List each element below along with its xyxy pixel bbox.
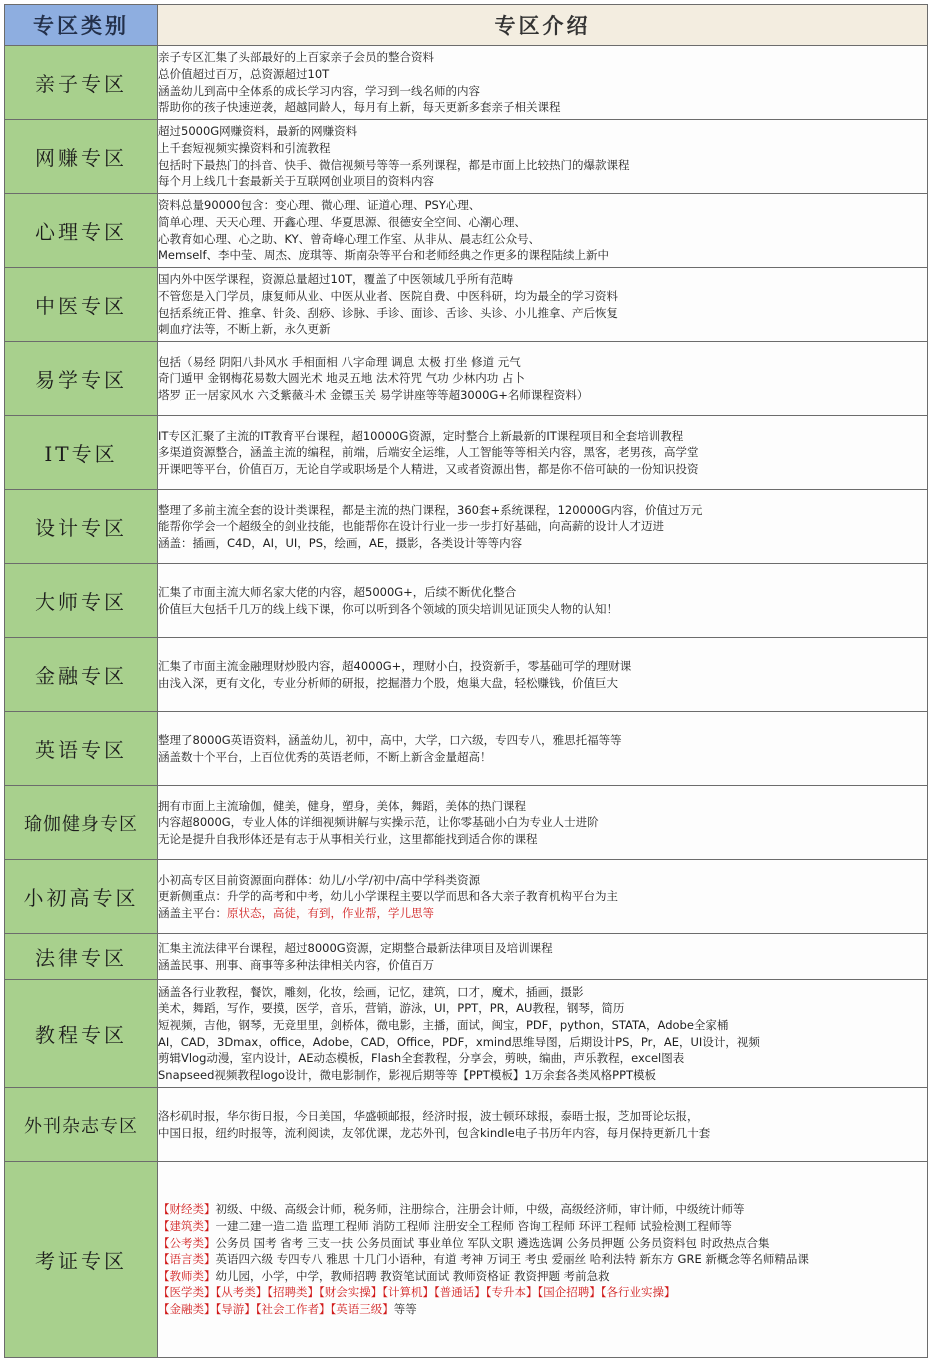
- platform-prefix: 涵盖主平台：: [158, 905, 227, 920]
- zone-category: 大师专区: [5, 564, 158, 638]
- description-line: 奇门遁甲 金钢梅花易数大圆光术 地灵五地 法术符咒 气功 少林内功 占卜: [158, 371, 525, 386]
- description-line: 短视频，吉他，钢琴，无竞里里，剑桥体，微电影，主播，面试，闽宝，PDF，python，STATA，Adobe全家桶: [158, 1017, 729, 1032]
- exam-category-line: [158, 1251, 927, 1268]
- description-line: 总价值超过百万，总资源超过10T: [158, 66, 330, 81]
- description-line: 小初高专区目前资源面向群体：幼儿/小学/初中/高中学科类资源: [158, 872, 481, 887]
- table-row: [5, 712, 928, 786]
- exam-category-line: [158, 1201, 927, 1218]
- description-line: 涵盖各行业教程，餐饮，雕刻，化妆，绘画，记忆，建筑，口才，魔术，插画，摄影: [158, 984, 584, 999]
- exam-category-line: [158, 1268, 927, 1285]
- description-line: 简单心理、天天心理、开鑫心理、华夏思源、很德安全空间、心潮心理、: [158, 214, 526, 229]
- exam-category-line: [158, 1218, 927, 1235]
- table-row: [5, 786, 928, 860]
- exam-category-tag: 【医学类】【从考类】【招聘类】【财会实操】【计算机】【普通话】【专升本】【国企招聘】【各行业实操】: [158, 1285, 676, 1300]
- exam-category-tag: 【公考类】: [158, 1235, 216, 1250]
- description-line: 整理了8000G英语资料，涵盖幼儿，初中，高中，大学，口六级，专四专八，雅思托福等等: [158, 732, 622, 747]
- description-line: 更新侧重点：升学的高考和中考，幼儿小学课程主要以学而思和各大亲子教育机构平台为主: [158, 889, 618, 904]
- description-line: 包括（易经 阴阳八卦风水 手相面相 八字命理 调息 太极 打坐 修道 元气: [158, 354, 521, 369]
- zone-description: [158, 786, 928, 860]
- description-line: 涵盖数十个平台，上百位优秀的英语老师，不断上新含金量超高！: [158, 749, 492, 764]
- description-line: 多渠道资源整合，涵盖主流的编程，前端，后端安全运维，人工智能等等相关内容，黑客，老男孩，高学堂: [158, 445, 699, 460]
- zone-description: [158, 712, 928, 786]
- table-row: [5, 860, 928, 934]
- description-line: 开课吧等平台，价值百万，无论自学或职场是个人精进，又或者资源出售，都是你不倍可缺的一份知识投资: [158, 461, 699, 476]
- zone-category: 考证专区: [5, 1162, 158, 1358]
- zone-category: 外刊杂志专区: [5, 1088, 158, 1162]
- description-line: 包括时下最热门的抖音、快手、微信视频号等等一系列课程，都是市面上比较热门的爆款课程: [158, 157, 630, 172]
- table-row: [5, 194, 928, 268]
- description-line: 拥有市面上主流瑜伽，健美，健身，塑身，美体，舞蹈，美体的热门课程: [158, 798, 526, 813]
- zone-description: [158, 638, 928, 712]
- zone-description: [158, 268, 928, 342]
- zone-category: 中医专区: [5, 268, 158, 342]
- description-line: 无论是提升自我形体还是有志于从事相关行业，这里都能找到适合你的课程: [158, 831, 538, 846]
- zone-description: [158, 1162, 928, 1358]
- zone-category: 英语专区: [5, 712, 158, 786]
- table-row: [5, 268, 928, 342]
- description-line: 内容超8000G，专业人体的详细视频讲解与实操示范，让你零基础小白为专业人士进阶: [158, 815, 599, 830]
- table-row: [5, 980, 928, 1088]
- exam-category-detail: 公务员 国考 省考 三支一扶 公务员面试 事业单位 军队文职 遴选选调 公务员押题 公务员资料包 时政热点合集: [215, 1235, 770, 1250]
- table-row: [5, 490, 928, 564]
- description-line: 不管您是入门学员，康复师从业、中医从业者、医院自费、中医科研，均为最全的学习资料: [158, 288, 618, 303]
- description-line: Snapseed视频教程logo设计，微电影制作，影视后期等等【PPT模板】1万余套各类风格PPT模板: [158, 1067, 657, 1082]
- exam-category-tag: 【建筑类】: [158, 1219, 216, 1234]
- description-line: Memself、李中莹、周杰、庞琪等、斯南杂等平台和老师经典之作更多的课程陆续上新中: [158, 248, 610, 263]
- zones-table: [4, 4, 928, 1358]
- zone-description: [158, 194, 928, 268]
- description-line: 涵盖：插画，C4D，AI，UI，PS，绘画，AE，摄影，各类设计等等内容: [158, 535, 523, 550]
- description-line: 超过5000G网赚资料，最新的网赚资料: [158, 124, 358, 139]
- header-intro: 专区介绍: [158, 5, 928, 46]
- table-row: [5, 342, 928, 416]
- exam-category-tag: 【财经类】: [158, 1202, 216, 1217]
- zone-description: [158, 1088, 928, 1162]
- exam-category-detail: 英语四六级 专四专八 雅思 十几门小语种，有道 考神 万词王 考虫 爱丽丝 哈利法特 新东方 GRE 新概念等名师精品课: [215, 1252, 809, 1267]
- description-line: 汇集了市面主流金融理财炒股内容，超4000G+，理财小白，投资新手，零基础可学的理财课: [158, 658, 632, 673]
- zone-category: IT专区: [5, 416, 158, 490]
- zone-description: [158, 934, 928, 980]
- zone-category: 瑜伽健身专区: [5, 786, 158, 860]
- zone-description: [158, 980, 928, 1088]
- table-row: [5, 638, 928, 712]
- zone-description: [158, 342, 928, 416]
- zone-category: 网赚专区: [5, 120, 158, 194]
- description-line: 整理了多前主流全套的设计类课程，都是主流的热门课程，360套+系统课程，120000G内容，价值过万元: [158, 502, 703, 517]
- table-row: [5, 120, 928, 194]
- description-line: 美术，舞蹈，写作，要摸，医学，音乐，营销，游泳，UI，PPT，PR，AU教程，钢琴，简历: [158, 1001, 625, 1016]
- description-line: 塔罗 正一居家风水 六爻紫薇斗术 金镖玉关 易学讲座等等超3000G+名师课程资料）: [158, 387, 589, 402]
- table-row: [5, 46, 928, 120]
- description-line: 中国日报，纽约时报等，流利阅读，友邻优课，龙芯外刊，包含kindle电子书历年内容，每月保持更新几十套: [158, 1125, 711, 1140]
- description-line: AI，CAD，3Dmax，office，Adobe，CAD，Office，PDF，xmind思维导图，后期设计PS，Pr，AE，UI设计，视频: [158, 1034, 760, 1049]
- description-line: 涵盖幼儿到高中全体系的成长学习内容，学习到一线名师的内容: [158, 83, 480, 98]
- exam-category-tag: 【金融类】【导游】【社会工作者】【英语三级】: [158, 1301, 394, 1316]
- description-line: 由浅入深，更有文化，专业分析师的研报，挖掘潜力个股，炮巢大盘，轻松赚钱，价值巨大: [158, 675, 618, 690]
- exam-category-line: [158, 1301, 927, 1318]
- description-line: [158, 905, 927, 922]
- zones-page: [4, 4, 928, 1358]
- zone-category: 亲子专区: [5, 46, 158, 120]
- exam-category-tag: 【语言类】: [158, 1252, 216, 1267]
- exam-category-line: [158, 1235, 927, 1252]
- zone-category: 设计专区: [5, 490, 158, 564]
- zones-body: [5, 46, 928, 1358]
- exam-category-tag: 【教师类】: [158, 1268, 216, 1283]
- zone-category: 心理专区: [5, 194, 158, 268]
- description-line: 汇集主流法律平台课程，超过8000G资源，定期整合最新法律项目及培训课程: [158, 940, 553, 955]
- zone-description: [158, 120, 928, 194]
- description-line: 能帮你学会一个超级全的剑业技能，也能帮你在设计行业一步一步打好基础，向高薪的设计人才迈进: [158, 519, 664, 534]
- zone-category: 易学专区: [5, 342, 158, 416]
- exam-category-line: [158, 1284, 927, 1301]
- exam-category-detail: 一建二建一造二造 监理工程师 消防工程师 注册安全工程师 咨询工程师 环评工程师 试验检测工程师等: [215, 1219, 732, 1234]
- description-line: 资料总量90000包含：变心理、微心理、证道心理、PSY心理、: [158, 198, 481, 213]
- description-line: 刺血疗法等，不断上新，永久更新: [158, 322, 331, 337]
- zone-description: [158, 46, 928, 120]
- zone-description: [158, 416, 928, 490]
- zone-category: 小初高专区: [5, 860, 158, 934]
- zone-description: [158, 490, 928, 564]
- exam-category-detail: 幼儿园，小学，中学，教师招聘 教资笔试面试 教师资格证 教资押题 考前急救: [215, 1268, 610, 1283]
- exam-category-detail: 等等: [393, 1301, 417, 1316]
- zone-category: 金融专区: [5, 638, 158, 712]
- zone-description: [158, 564, 928, 638]
- table-header-row: [5, 5, 928, 46]
- description-line: 亲子专区汇集了头部最好的上百家亲子会员的整合资料: [158, 50, 434, 65]
- table-row: [5, 1088, 928, 1162]
- platform-highlight: 原状态，高徒，有到，作业帮，学儿思等: [227, 905, 434, 920]
- exam-category-detail: 初级、中级、高级会计师，税务师，注册综合，注册会计师，中级，高级经济师，审计师，中级统计师等: [215, 1202, 745, 1217]
- description-line: IT专区汇聚了主流的IT教育平台课程，超10000G资源，定时整合上新最新的IT课程项目和全套培训教程: [158, 428, 684, 443]
- zone-category: 教程专区: [5, 980, 158, 1088]
- description-line: 包括系统正骨、推拿、针灸、刮痧、诊脉、手诊、面诊、舌诊、头诊、小儿推拿、产后恢复: [158, 305, 618, 320]
- zone-description: [158, 860, 928, 934]
- description-line: 涵盖民事、刑事、商事等多种法律相关内容，价值百万: [158, 957, 434, 972]
- description-line: 价值巨大包括千几万的线上线下课，你可以听到各个领域的顶尖培训见证顶尖人物的认知！: [158, 601, 618, 616]
- description-line: 洛杉矶时报，华尔街日报，今日美国，华盛顿邮报，经济时报，波士顿环球报，泰晤士报，芝加哥论坛报，: [158, 1108, 699, 1123]
- header-category: 专区类别: [5, 5, 158, 46]
- description-line: 帮助你的孩子快速逆袭，超越同龄人，每月有上新，每天更新多套亲子相关课程: [158, 100, 561, 115]
- description-line: 上千套短视频实操资料和引流教程: [158, 140, 331, 155]
- description-line: 汇集了市面主流大师名家大佬的内容，超5000G+，后续不断优化整合: [158, 584, 517, 599]
- zone-category: 法律专区: [5, 934, 158, 980]
- table-row: [5, 416, 928, 490]
- description-line: 心教育如心理、心之助、KY、曾奇峰心理工作室、从非从、晨志红公众号、: [158, 231, 541, 246]
- table-row: [5, 564, 928, 638]
- description-line: 每个月上线几十套最新关于互联网创业项目的资料内容: [158, 174, 434, 189]
- table-row: [5, 1162, 928, 1358]
- description-line: 剪辑Vlog动漫，室内设计，AE动态模板，Flash全套教程，分享会，剪映，编曲，声乐教程，excel图表: [158, 1051, 685, 1066]
- table-row: [5, 934, 928, 980]
- description-line: 国内外中医学课程，资源总量超过10T，覆盖了中医领域几乎所有范畴: [158, 272, 514, 287]
